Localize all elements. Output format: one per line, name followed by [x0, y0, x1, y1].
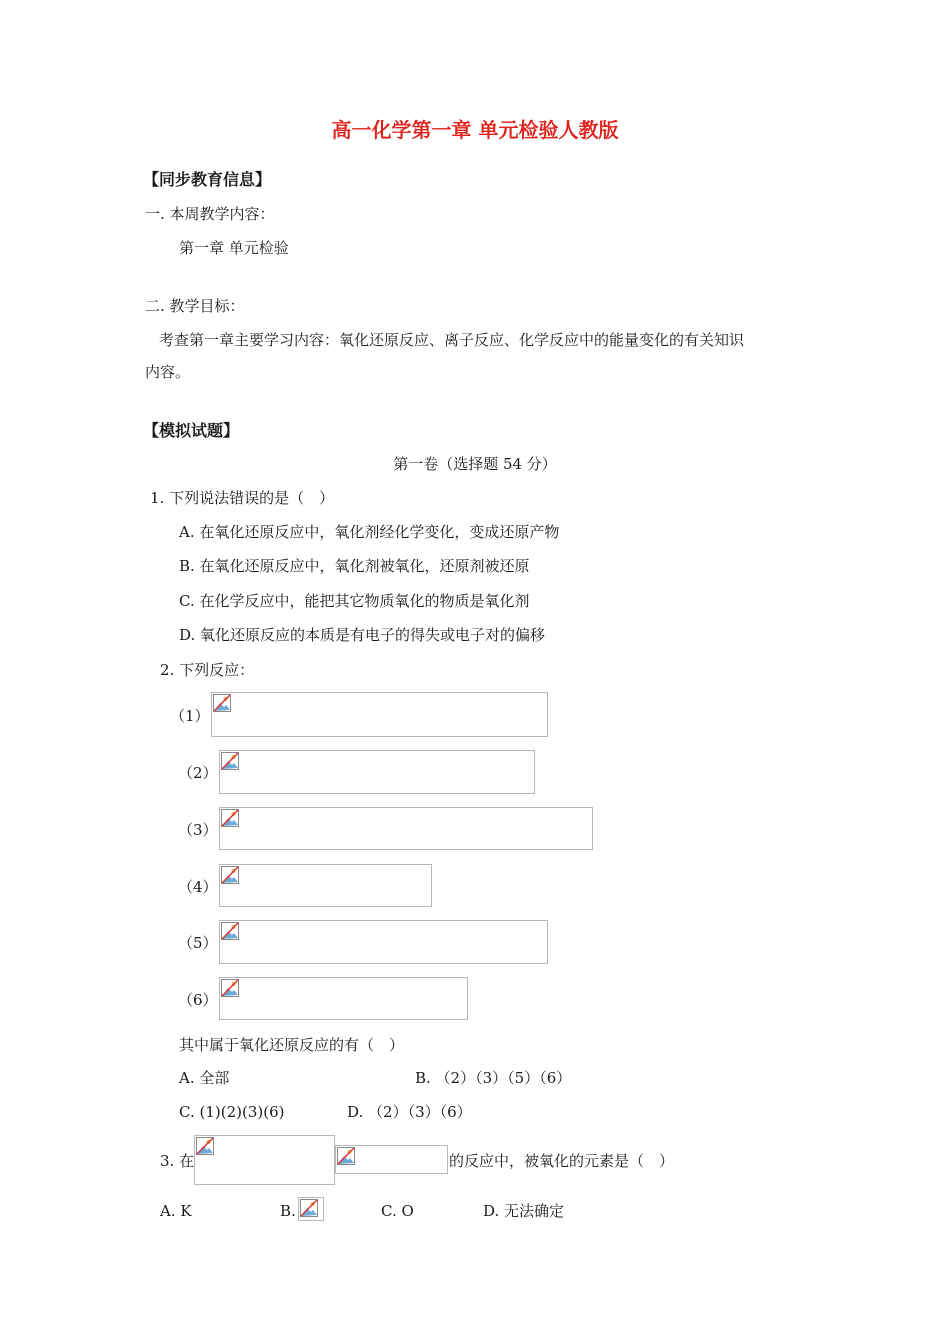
question-3-equation-image-2 — [335, 1145, 448, 1174]
question-3-prefix: 3. 在 — [160, 1152, 195, 1170]
question-3-option-c: C. O — [381, 1202, 414, 1220]
broken-image-icon — [221, 866, 239, 884]
question-1-option-b: B. 在氧化还原反应中，氧化剂被氧化，还原剂被还原 — [179, 557, 530, 575]
question-1-option-d: D. 氧化还原反应的本质是有电子的得失或电子对的偏移 — [179, 626, 546, 644]
section-heading-mock-test: 【模拟试题】 — [143, 421, 240, 440]
broken-image-icon — [221, 752, 239, 770]
reaction-equation-image-5 — [219, 920, 548, 964]
question-1-option-a: A. 在氧化还原反应中，氧化剂经化学变化，变成还原产物 — [179, 523, 560, 541]
teaching-goal-label: 二. 教学目标： — [145, 297, 245, 315]
broken-image-icon — [337, 1147, 355, 1165]
section-heading-sync-info: 【同步教育信息】 — [143, 170, 272, 189]
broken-image-icon — [196, 1137, 214, 1155]
page-title: 高一化学第一章 单元检验人教版 — [331, 118, 619, 142]
question-3-equation-image-1 — [194, 1135, 335, 1185]
reaction-label-3: （3） — [178, 821, 218, 839]
reaction-equation-image-3 — [219, 807, 593, 850]
question-2-stem: 2. 下列反应： — [160, 661, 255, 679]
broken-image-icon — [221, 979, 239, 997]
reaction-equation-image-6 — [219, 977, 468, 1020]
broken-image-icon — [221, 809, 239, 827]
part-one-title: 第一卷（选择题 54 分） — [393, 455, 557, 473]
broken-image-icon — [221, 922, 239, 940]
reaction-label-5: （5） — [178, 934, 218, 952]
question-1-option-c: C. 在化学反应中，能把其它物质氧化的物质是氧化剂 — [179, 592, 530, 610]
teaching-content-text: 第一章 单元检验 — [179, 239, 289, 257]
question-3-option-a: A. K — [160, 1202, 192, 1220]
reaction-label-1: （1） — [170, 707, 210, 725]
question-2-option-c: C. (1)(2)(3)(6) — [179, 1103, 285, 1121]
teaching-content-label: 一. 本周教学内容： — [145, 205, 275, 223]
question-3-option-d: D. 无法确定 — [483, 1202, 565, 1220]
teaching-goal-text-line2: 内容。 — [145, 363, 191, 381]
reaction-equation-image-4 — [219, 864, 432, 907]
question-2-prompt: 其中属于氧化还原反应的有（ ） — [179, 1036, 405, 1054]
broken-image-icon — [300, 1199, 318, 1217]
question-2-option-d: D. （2）（3）（6） — [347, 1103, 472, 1121]
reaction-equation-image-2 — [219, 750, 535, 794]
teaching-goal-text-line1: 考查第一章主要学习内容：氧化还原反应、离子反应、化学反应中的能量变化的有关知识 — [159, 331, 745, 349]
question-2-option-a: A. 全部 — [179, 1069, 230, 1087]
question-3-option-b: B. — [280, 1202, 296, 1220]
reaction-label-6: （6） — [178, 991, 218, 1009]
reaction-label-4: （4） — [178, 878, 218, 896]
question-3-option-b-image — [298, 1197, 324, 1221]
question-1-stem: 1. 下列说法错误的是（ ） — [150, 489, 335, 507]
broken-image-icon — [213, 694, 231, 712]
question-2-option-b: B. （2）（3）（5）（6） — [415, 1069, 572, 1087]
question-3-suffix: 的反应中，被氧化的元素是（ ） — [449, 1152, 675, 1170]
reaction-label-2: （2） — [178, 764, 218, 782]
reaction-equation-image-1 — [211, 692, 548, 737]
